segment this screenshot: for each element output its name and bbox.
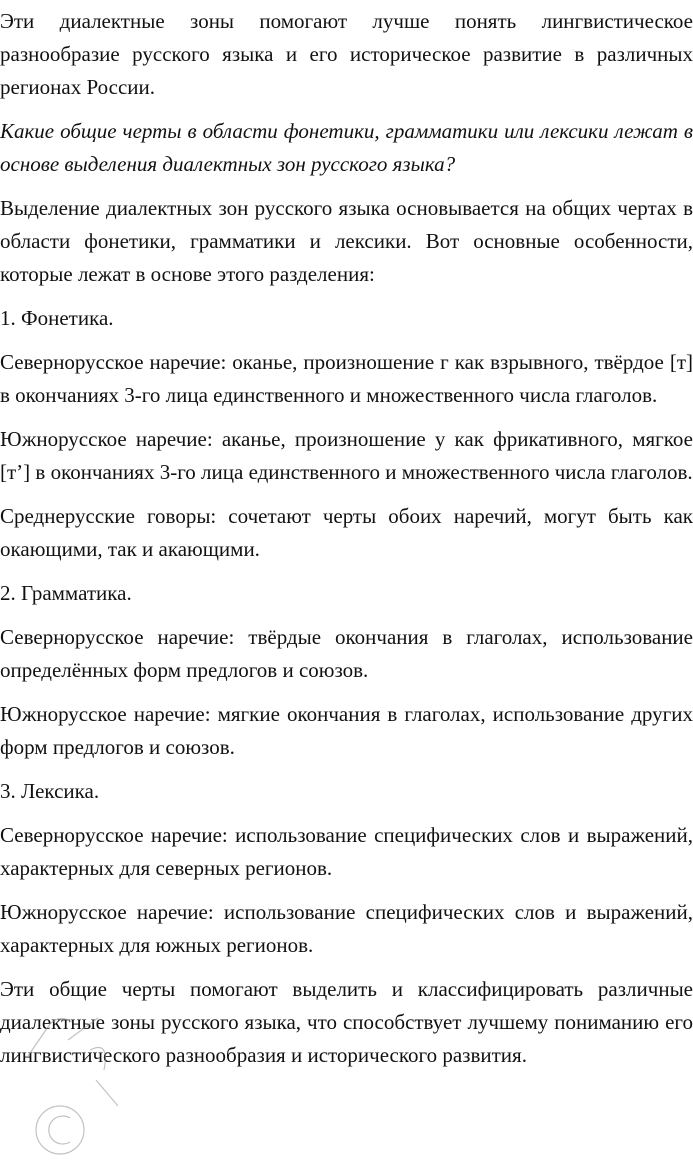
paragraph: Эти диалектные зоны помогают лучше понять лингвистическое разнообразие русского языка и его историческое развитие в различных регионах России. — [0, 9, 693, 99]
question-paragraph: Какие общие черты в области фонетики, грамматики или лексики лежат в основе выделения диалектных зон русского языка? — [0, 119, 693, 176]
paragraph: Южнорусское наречие: мягкие окончания в глаголах, использование других форм предлогов и союзов. — [0, 702, 693, 759]
section-heading-phonetics: 1. Фонетика. — [0, 306, 114, 330]
paragraph: Южнорусское наречие: использование специфических слов и выражений, характерных для южных регионов. — [0, 900, 693, 957]
paragraph: Эти общие черты помогают выделить и классифицировать различные диалектные зоны русского языка, что способствует лучшему пониманию его лингвистического разнообразия и исторического развития. — [0, 977, 693, 1067]
paragraph: Севернорусское наречие: оканье, произношение г как взрывного, твёрдое [т] в окончаниях 3-го лица единственного и множественного числа глаголов. — [0, 350, 693, 407]
paragraph: Севернорусское наречие: использование специфических слов и выражений, характерных для северных регионов. — [0, 823, 693, 880]
section-heading-grammar: 2. Грамматика. — [0, 581, 132, 605]
paragraph: Среднерусские говоры: сочетают черты обоих наречий, могут быть как окающими, так и акающими. — [0, 504, 693, 561]
section-heading-lexicon: 3. Лексика. — [0, 779, 100, 803]
paragraph: Южнорусское наречие: аканье, произношение у как фрикативного, мягкое [т’] в окончаниях 3-го лица единственного и множественного числа глаголов. — [0, 427, 693, 484]
paragraph: Выделение диалектных зон русского языка основывается на общих чертах в области фонетики, грамматики и лексики. Вот основные особенности, которые лежат в основе этого разделения: — [0, 196, 693, 286]
paragraph: Севернорусское наречие: твёрдые окончания в глаголах, использование определённых форм предлогов и союзов. — [0, 625, 693, 682]
